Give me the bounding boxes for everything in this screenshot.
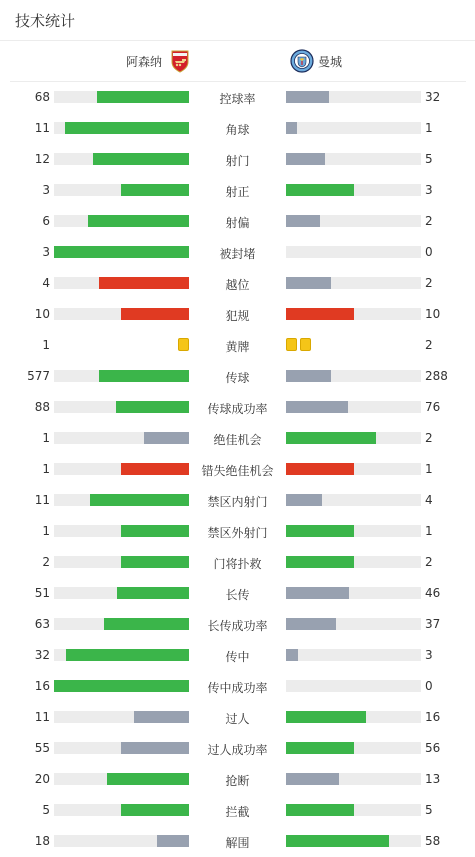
home-bar-track <box>54 277 189 289</box>
stat-row <box>0 175 475 206</box>
stat-row <box>0 299 475 330</box>
home-bar-track <box>54 308 189 320</box>
away-bar-fill <box>286 370 331 382</box>
home-bar-track <box>54 370 189 382</box>
home-bar-track <box>54 122 189 134</box>
stat-row <box>0 547 475 578</box>
stat-label: 角球 <box>225 123 250 137</box>
home-bar-track <box>54 153 189 165</box>
home-bar-fill <box>54 680 189 692</box>
away-value: 16 <box>425 710 441 724</box>
stat-row <box>0 144 475 175</box>
home-value: 3 <box>42 183 50 197</box>
yellow-card-icon <box>286 338 297 351</box>
away-bar-track <box>286 432 421 444</box>
away-value: 46 <box>425 586 441 600</box>
home-value: 68 <box>34 90 50 104</box>
away-team[interactable] <box>290 49 342 73</box>
stat-row <box>0 206 475 237</box>
home-bar-track <box>54 556 189 568</box>
away-bar-track <box>286 742 421 754</box>
stat-row <box>0 826 475 857</box>
home-bar-fill <box>104 618 189 630</box>
away-bar-fill <box>286 308 354 320</box>
home-bar-fill <box>99 277 189 289</box>
home-bar-fill <box>121 463 189 475</box>
stat-label: 传中 <box>225 650 250 664</box>
home-value: 1 <box>42 462 50 476</box>
stat-row <box>0 640 475 671</box>
home-bar-track <box>54 184 189 196</box>
home-bar-track <box>54 587 189 599</box>
away-bar-track <box>286 246 421 258</box>
away-bar-fill <box>286 215 320 227</box>
home-value: 51 <box>34 586 50 600</box>
home-value: 55 <box>34 741 50 755</box>
stat-label: 过人 <box>225 712 250 726</box>
home-value: 1 <box>42 338 50 352</box>
away-bar-fill <box>286 556 354 568</box>
away-bar-track <box>286 215 421 227</box>
away-value: 2 <box>425 338 433 352</box>
away-bar-fill <box>286 494 322 506</box>
home-bar-fill <box>134 711 189 723</box>
stat-row <box>0 113 475 144</box>
away-bar-fill <box>286 463 354 475</box>
away-bar-fill <box>286 153 325 165</box>
stat-label: 长传成功率 <box>207 619 268 633</box>
stat-label: 门将扑救 <box>213 557 262 571</box>
stat-row <box>0 578 475 609</box>
away-bar-track <box>286 649 421 661</box>
home-value: 5 <box>42 803 50 817</box>
away-bar-track <box>286 401 421 413</box>
home-bar-fill <box>144 432 189 444</box>
stat-label: 传球成功率 <box>207 402 268 416</box>
home-team-name: 阿森纳 <box>126 54 163 69</box>
away-bar-track <box>286 184 421 196</box>
away-bar-track <box>286 587 421 599</box>
home-bar-track <box>54 618 189 630</box>
away-bar-track <box>286 773 421 785</box>
away-bar-fill <box>286 184 354 196</box>
home-bar-track <box>54 494 189 506</box>
home-bar-track <box>54 835 189 847</box>
away-bar-track <box>286 556 421 568</box>
stat-row <box>0 609 475 640</box>
home-value: 577 <box>27 369 50 383</box>
home-bar-track <box>54 215 189 227</box>
away-bar-track <box>286 370 421 382</box>
stat-label: 射偏 <box>225 216 250 230</box>
home-bar-track <box>54 742 189 754</box>
away-value: 1 <box>425 524 433 538</box>
away-bar-fill <box>286 804 354 816</box>
stat-label: 禁区外射门 <box>207 526 268 540</box>
away-value: 0 <box>425 245 433 259</box>
home-bar-fill <box>121 184 189 196</box>
away-bar-track <box>286 525 421 537</box>
man-city-crest-icon <box>290 49 314 73</box>
away-value: 2 <box>425 431 433 445</box>
away-bar-track <box>286 308 421 320</box>
home-value: 4 <box>42 276 50 290</box>
away-value: 10 <box>425 307 441 321</box>
stat-row <box>0 454 475 485</box>
away-bar-track <box>286 804 421 816</box>
away-bar-fill <box>286 91 329 103</box>
home-bar-fill <box>93 153 189 165</box>
stat-row <box>0 795 475 826</box>
yellow-card-icon <box>178 338 189 351</box>
stat-row <box>0 361 475 392</box>
home-value: 1 <box>42 524 50 538</box>
home-bar-track <box>54 91 189 103</box>
home-team[interactable] <box>126 49 192 73</box>
home-value: 16 <box>34 679 50 693</box>
stat-row <box>0 268 475 299</box>
home-bar-fill <box>157 835 189 847</box>
home-bar-track <box>54 680 189 692</box>
away-bar-fill <box>286 525 354 537</box>
stat-label: 传中成功率 <box>207 681 268 695</box>
away-bar-fill <box>286 587 349 599</box>
away-value: 1 <box>425 462 433 476</box>
away-bar-track <box>286 277 421 289</box>
away-bar-fill <box>286 122 297 134</box>
home-value: 3 <box>42 245 50 259</box>
home-yellow-cards <box>178 338 189 352</box>
home-bar-track <box>54 525 189 537</box>
home-bar-fill <box>88 215 189 227</box>
stat-label: 射正 <box>225 185 250 199</box>
home-bar-fill <box>90 494 189 506</box>
away-value: 5 <box>425 152 433 166</box>
away-bar-track <box>286 153 421 165</box>
stat-row <box>0 392 475 423</box>
away-value: 5 <box>425 803 433 817</box>
away-yellow-cards <box>286 338 311 352</box>
stat-row <box>0 671 475 702</box>
away-bar-fill <box>286 649 298 661</box>
away-value: 2 <box>425 214 433 228</box>
home-value: 11 <box>34 121 50 135</box>
stat-label: 犯规 <box>225 309 250 323</box>
stat-label: 解围 <box>225 836 250 850</box>
away-bar-fill <box>286 618 336 630</box>
stat-label: 越位 <box>225 278 250 292</box>
stat-label: 长传 <box>225 588 250 602</box>
away-team-name: 曼城 <box>318 54 343 69</box>
home-value: 88 <box>34 400 50 414</box>
arsenal-crest-icon <box>168 49 192 73</box>
away-bar-track <box>286 463 421 475</box>
away-value: 2 <box>425 276 433 290</box>
team-header <box>10 41 466 82</box>
away-value: 288 <box>425 369 448 383</box>
home-bar-track <box>54 401 189 413</box>
away-value: 4 <box>425 493 433 507</box>
away-bar-fill <box>286 401 348 413</box>
stat-label: 控球率 <box>219 92 256 106</box>
stat-row <box>0 237 475 268</box>
away-bar-track <box>286 680 421 692</box>
home-bar-track <box>54 649 189 661</box>
home-bar-fill <box>65 122 189 134</box>
home-bar-fill <box>121 742 189 754</box>
away-value: 76 <box>425 400 441 414</box>
home-bar-fill <box>121 804 189 816</box>
home-bar-fill <box>107 773 189 785</box>
stat-row <box>0 82 475 113</box>
away-value: 56 <box>425 741 441 755</box>
away-bar-track <box>286 711 421 723</box>
home-value: 2 <box>42 555 50 569</box>
home-value: 18 <box>34 834 50 848</box>
home-bar-fill <box>121 308 189 320</box>
page-title: 技术统计 <box>15 12 76 30</box>
home-value: 32 <box>34 648 50 662</box>
home-bar-fill <box>97 91 189 103</box>
away-bar-fill <box>286 773 339 785</box>
stat-row <box>0 764 475 795</box>
home-bar-track <box>54 773 189 785</box>
home-value: 1 <box>42 431 50 445</box>
home-value: 63 <box>34 617 50 631</box>
home-value: 11 <box>34 493 50 507</box>
home-bar-track <box>54 804 189 816</box>
away-bar-fill <box>286 711 366 723</box>
home-bar-track <box>54 432 189 444</box>
home-bar-track <box>54 246 189 258</box>
away-value: 3 <box>425 648 433 662</box>
stat-label: 传球 <box>225 371 250 385</box>
away-value: 3 <box>425 183 433 197</box>
away-bar-fill <box>286 742 354 754</box>
away-value: 13 <box>425 772 441 786</box>
stat-row <box>0 330 475 361</box>
home-value: 20 <box>34 772 50 786</box>
stat-row <box>0 516 475 547</box>
title-bar <box>0 0 475 41</box>
away-value: 2 <box>425 555 433 569</box>
away-value: 32 <box>425 90 441 104</box>
away-value: 37 <box>425 617 441 631</box>
home-bar-fill <box>116 401 189 413</box>
away-bar-fill <box>286 835 389 847</box>
home-bar-fill <box>117 587 189 599</box>
away-bar-track <box>286 122 421 134</box>
home-value: 6 <box>42 214 50 228</box>
home-bar-fill <box>99 370 189 382</box>
stat-label: 过人成功率 <box>207 743 268 757</box>
away-bar-track <box>286 494 421 506</box>
away-value: 1 <box>425 121 433 135</box>
home-bar-track <box>54 463 189 475</box>
away-bar-fill <box>286 432 376 444</box>
stat-label: 射门 <box>225 154 250 168</box>
home-bar-fill <box>66 649 189 661</box>
stat-label: 拦截 <box>225 805 250 819</box>
stat-row <box>0 702 475 733</box>
stat-label: 绝佳机会 <box>213 433 262 447</box>
stat-label: 抢断 <box>225 774 250 788</box>
stat-row <box>0 485 475 516</box>
home-bar-fill <box>121 556 189 568</box>
home-value: 12 <box>34 152 50 166</box>
away-bar-track <box>286 91 421 103</box>
stat-row <box>0 733 475 764</box>
stat-label: 黄牌 <box>225 340 250 354</box>
away-value: 0 <box>425 679 433 693</box>
stat-label: 被封堵 <box>219 247 256 261</box>
home-value: 11 <box>34 710 50 724</box>
away-bar-track <box>286 618 421 630</box>
home-bar-fill <box>121 525 189 537</box>
stat-label: 错失绝佳机会 <box>201 464 274 478</box>
away-value: 58 <box>425 834 441 848</box>
home-bar-track <box>54 711 189 723</box>
home-value: 10 <box>34 307 50 321</box>
stat-label: 禁区内射门 <box>207 495 268 509</box>
stat-row <box>0 423 475 454</box>
yellow-card-icon <box>300 338 311 351</box>
away-bar-track <box>286 835 421 847</box>
home-bar-fill <box>54 246 189 258</box>
away-bar-fill <box>286 277 331 289</box>
